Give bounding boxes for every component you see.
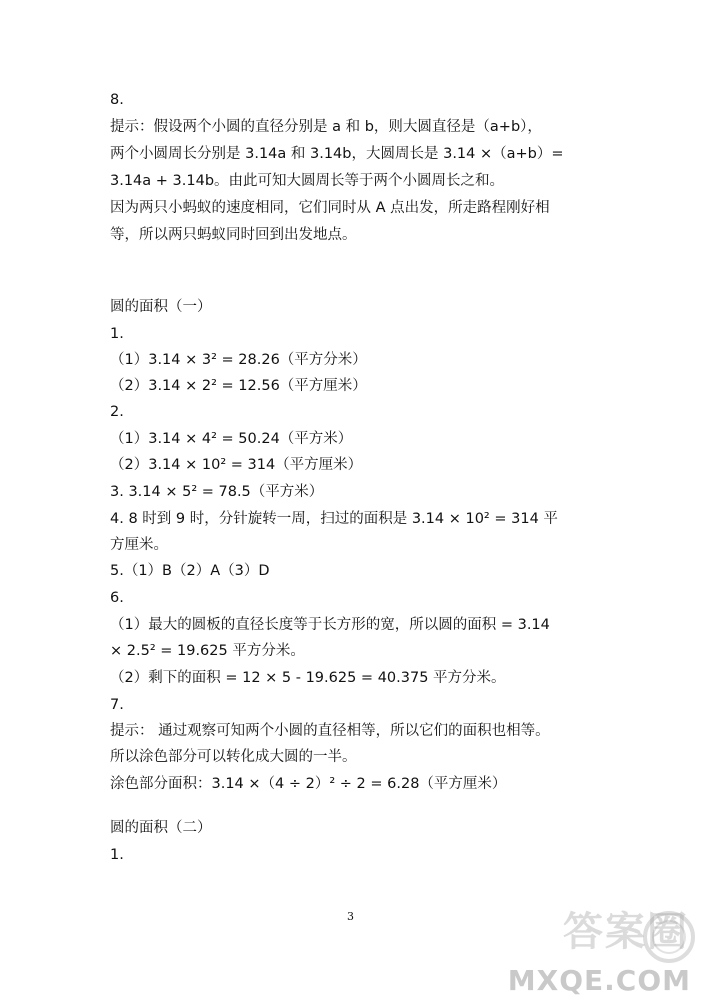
text-line: 等，所以两只蚂蚁同时回到出发地点。 xyxy=(110,227,357,243)
page-number: 3 xyxy=(347,910,354,923)
text-line: 提示：假设两个小圆的直径分别是 a 和 b，则大圆直径是（a+b）， xyxy=(110,119,542,135)
question-number: 1. xyxy=(110,847,124,863)
text-line: （1）3.14 × 3² = 28.26（平方分米） xyxy=(110,352,367,368)
text-line: 4. 8 时到 9 时，分针旋转一周，扫过的面积是 3.14 × 10² = 314 平 xyxy=(110,511,558,527)
text-line: 5.（1）B（2）A（3）D xyxy=(110,563,270,579)
question-number: 1. xyxy=(110,326,124,342)
text-line: （2）3.14 × 2² = 12.56（平方厘米） xyxy=(110,378,367,394)
question-number: 7. xyxy=(110,697,124,713)
question-number: 6. xyxy=(110,590,124,606)
text-line: 3.14a + 3.14b。由此可知大圆周长等于两个小圆周长之和。 xyxy=(110,173,505,189)
text-line: （2）剩下的面积 = 12 × 5 - 19.625 = 40.375 平方分米。 xyxy=(110,670,506,686)
question-number: 2. xyxy=(110,404,124,420)
section-heading: 圆的面积（二） xyxy=(110,820,212,836)
text-line: 所以涂色部分可以转化成大圆的一半。 xyxy=(110,749,357,765)
text-line: 3. 3.14 × 5² = 78.5（平方米） xyxy=(110,484,324,500)
text-line: 两个小圆周长分别是 3.14a 和 3.14b，大圆周长是 3.14 ×（a+b）= xyxy=(110,146,564,162)
text-line: （1）最大的圆板的直径长度等于长方形的宽，所以圆的面积 = 3.14 xyxy=(110,617,550,633)
text-line: （2）3.14 × 10² = 314（平方厘米） xyxy=(110,457,363,473)
watermark-cn: 答案圈 xyxy=(563,909,689,955)
text-line: （1）3.14 × 4² = 50.24（平方米） xyxy=(110,431,353,447)
text-line: 因为两只小蚂蚁的速度相同，它们同时从 A 点出发，所走路程刚好相 xyxy=(110,200,550,216)
question-number: 8. xyxy=(110,92,124,108)
text-line: × 2.5² = 19.625 平方分米。 xyxy=(110,643,305,659)
section-heading: 圆的面积（一） xyxy=(110,299,212,315)
watermark-url: MXQE.COM xyxy=(507,964,691,997)
text-line: 提示： 通过观察可知两个小圆的直径相等，所以它们的面积也相等。 xyxy=(110,723,550,739)
text-line: 方厘米。 xyxy=(110,537,168,553)
text-line: 涂色部分面积：3.14 ×（4 ÷ 2）² ÷ 2 = 6.28（平方厘米） xyxy=(110,776,507,792)
